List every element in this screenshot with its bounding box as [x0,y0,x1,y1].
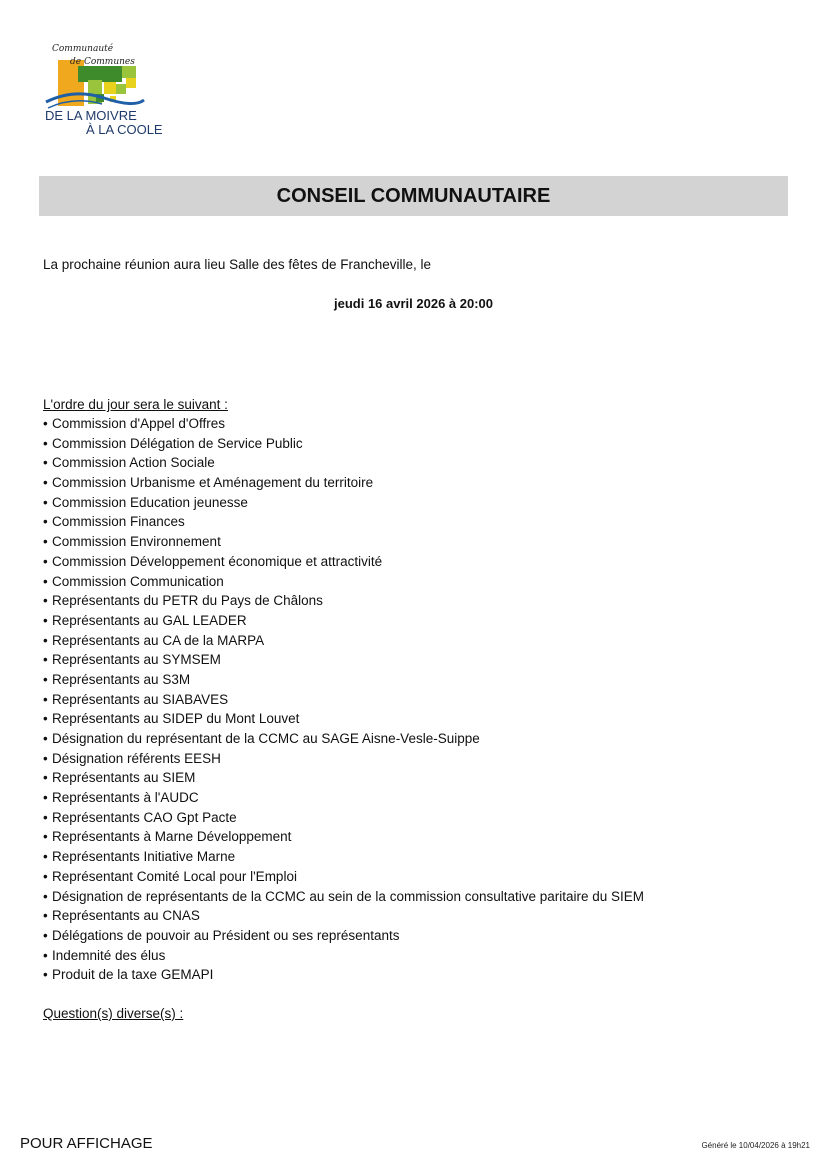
bullet-icon: • [43,888,48,904]
agenda-item [43,926,644,946]
bullet-icon: • [43,711,48,727]
title-band [39,176,788,216]
bullet-icon: • [43,967,48,983]
bullet-icon: • [43,927,48,943]
agenda-item-label: Commission Finances [52,514,185,530]
agenda-item-label: Représentants du PETR du Pays de Châlons [52,593,323,609]
agenda-item [43,670,644,690]
page-title: CONSEIL COMMUNAUTAIRE [276,184,551,207]
agenda-item [43,611,644,631]
agenda-item-label: Commission Urbanisme et Aménagement du territoire [52,475,374,491]
bullet-icon: • [43,632,48,648]
bullet-icon: • [43,573,48,589]
intro-text: La prochaine réunion aura lieu Salle des fêtes de Francheville, le [43,257,431,272]
agenda-item [43,690,644,710]
agenda-item-label: Représentants au CA de la MARPA [52,632,265,648]
bullet-icon: • [43,750,48,766]
agenda-heading: L'ordre du jour sera le suivant : [43,397,228,412]
bullet-icon: • [43,770,48,786]
agenda-item [43,827,644,847]
agenda-item [43,946,644,966]
logo-text-line4: À LA COOLE [86,122,163,137]
bullet-icon: • [43,671,48,687]
agenda-item [43,808,644,828]
bullet-icon: • [43,553,48,569]
bullet-icon: • [43,790,48,806]
agenda-item [43,414,644,434]
bullet-icon: • [43,593,48,609]
agenda-item-label: Commission Action Sociale [52,455,215,471]
bullet-icon: • [43,947,48,963]
logo [44,40,176,138]
agenda-item-label: Représentants au SIABAVES [52,691,229,707]
agenda-item [43,788,644,808]
agenda-item-label: Désignation du représentant de la CCMC au SAGE Aisne-Vesle-Suippe [52,731,480,746]
agenda-item-label: Représentants Initiative Marne [52,849,236,865]
logo-text-line2: de Communes [70,57,135,67]
agenda-item-label: Représentants au SYMSEM [52,652,221,668]
bullet-icon: • [43,809,48,825]
agenda-item-label: Commission Développement économique et attractivité [52,553,383,569]
agenda-item-label: Délégations de pouvoir au Président ou ses représentants [52,927,400,943]
agenda-item-label: Représentants à Marne Développement [52,829,292,845]
footer-generated-date: Généré le 10/04/2026 à 19h21 [701,1141,810,1150]
agenda-item [43,572,644,592]
bullet-icon: • [43,829,48,845]
bullet-icon: • [43,868,48,884]
bullet-icon: • [43,612,48,628]
meeting-date: jeudi 16 avril 2026 à 20:00 [334,296,493,311]
logo-text-line1: Communauté [52,44,114,54]
agenda-item-label: Représentants au S3M [52,671,191,687]
agenda-item-label: Produit de la taxe GEMAPI [52,967,214,983]
agenda-item [43,512,644,532]
agenda-item [43,965,644,985]
bullet-icon: • [43,416,48,431]
agenda-item [43,552,644,572]
agenda-item-label: Représentants au SIEM [52,770,196,786]
agenda-item [43,453,644,473]
agenda-item-label: Représentants au SIDEP du Mont Louvet [52,711,300,727]
bullet-icon: • [43,534,48,550]
agenda [43,396,644,985]
logo-green-block [78,66,122,82]
bullet-icon: • [43,435,48,451]
bullet-icon: • [43,691,48,707]
agenda-item-label: Représentants au CNAS [52,908,200,924]
bullet-icon: • [43,652,48,668]
agenda-item-label: Commission Education jeunesse [52,494,248,510]
agenda-item-label: Représentant Comité Local pour l'Emploi [52,868,297,884]
agenda-item [43,709,644,729]
logo-yellow-block [104,82,116,94]
agenda-item [43,473,644,493]
agenda-list [43,414,644,985]
agenda-item [43,591,644,611]
agenda-item [43,749,644,769]
agenda-item [43,887,644,907]
agenda-item [43,729,644,749]
agenda-item-label: Commission Communication [52,573,224,589]
agenda-item-label: Commission Environnement [52,534,221,550]
logo-text-line3: DE LA MOIVRE [45,108,137,123]
bullet-icon: • [43,475,48,491]
misc-heading: Question(s) diverse(s) : [43,1006,184,1021]
bullet-icon: • [43,731,48,746]
footer-posting-label: POUR AFFICHAGE [20,1135,153,1152]
bullet-icon: • [43,908,48,924]
agenda-item [43,847,644,867]
agenda-item-label: Commission d'Appel d'Offres [52,416,225,431]
bullet-icon: • [43,494,48,510]
agenda-item [43,906,644,926]
agenda-item [43,532,644,552]
agenda-item-label: Représentants CAO Gpt Pacte [52,809,237,825]
agenda-item [43,650,644,670]
agenda-item-label: Désignation de représentants de la CCMC au sein de la commission consultative paritaire du SIEM [52,888,645,904]
agenda-item [43,493,644,513]
bullet-icon: • [43,514,48,530]
agenda-item-label: Représentants à l'AUDC [52,790,199,806]
agenda-item [43,434,644,454]
agenda-item [43,867,644,887]
bullet-icon: • [43,849,48,865]
agenda-item [43,768,644,788]
agenda-item-label: Représentants au GAL LEADER [52,612,247,628]
logo-graphic [44,40,176,138]
agenda-item [43,631,644,651]
agenda-item-label: Commission Délégation de Service Public [52,435,303,451]
agenda-item-label: Indemnité des élus [52,947,166,963]
bullet-icon: • [43,455,48,471]
agenda-item-label: Désignation référents EESH [52,750,221,766]
